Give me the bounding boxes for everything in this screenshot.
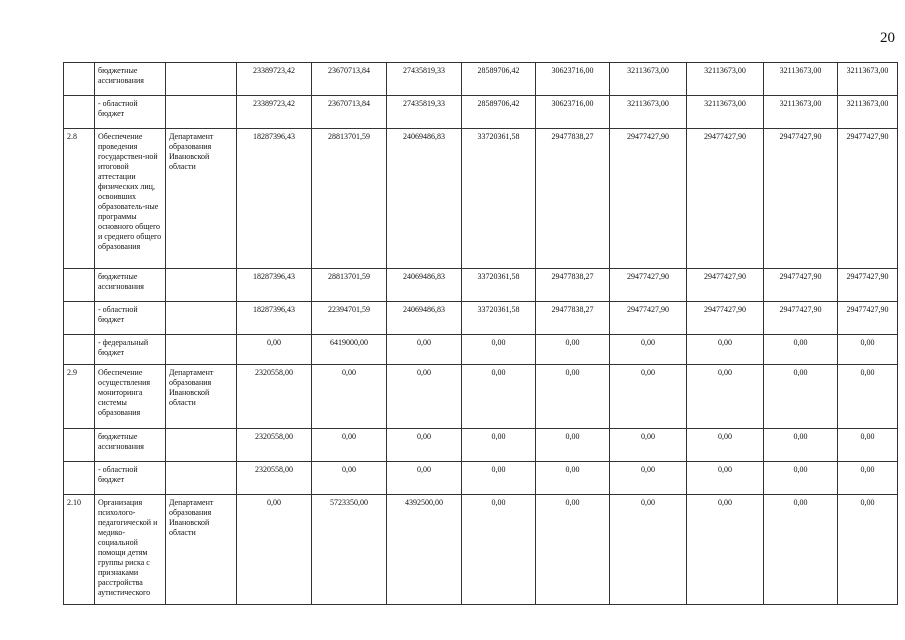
value-cell: 28813701,59 [312,129,387,269]
value-cell: 29477838,27 [536,269,610,302]
table-row [64,302,898,335]
executor-cell: Департамент образования Ивановской области [166,495,237,605]
value-cell: 18287396,43 [237,269,312,302]
value-cell: 0,00 [838,462,898,495]
executor-cell: Департамент образования Ивановской области [166,129,237,269]
value-cell: 0,00 [237,335,312,365]
value-cell: 0,00 [462,335,536,365]
executor-cell: Департамент образования Ивановской области [166,365,237,429]
value-cell: 0,00 [312,429,387,462]
executor-cell [166,96,237,129]
table-body [64,63,898,605]
table-row [64,495,898,605]
value-cell: 32113673,00 [687,96,764,129]
value-cell: 24069486,83 [387,129,462,269]
value-cell: 28813701,59 [312,269,387,302]
value-cell: 23670713,84 [312,63,387,96]
table-row [64,269,898,302]
value-cell: 0,00 [764,335,838,365]
table-row [64,462,898,495]
value-cell: 29477427,90 [687,302,764,335]
value-cell: 33720361,58 [462,129,536,269]
name-cell: бюджетные ассигнования [95,429,166,462]
value-cell: 0,00 [687,335,764,365]
value-cell: 29477427,90 [764,302,838,335]
value-cell: 0,00 [687,495,764,605]
value-cell: 24069486,83 [387,302,462,335]
value-cell: 2320558,00 [237,429,312,462]
row-number-cell [64,63,95,96]
value-cell: 29477427,90 [687,129,764,269]
value-cell: 29477427,90 [838,302,898,335]
value-cell: 0,00 [536,335,610,365]
value-cell: 0,00 [462,365,536,429]
value-cell: 29477838,27 [536,302,610,335]
value-cell: 30623716,00 [536,63,610,96]
value-cell: 0,00 [387,429,462,462]
name-cell: Организация психолого-педагогической и медико-социальной помощи детям группы риска с признаками расстройства аутистического [95,495,166,605]
value-cell: 5723350,00 [312,495,387,605]
value-cell: 0,00 [764,365,838,429]
row-number-cell [64,269,95,302]
value-cell: 18287396,43 [237,302,312,335]
value-cell: 32113673,00 [610,96,687,129]
value-cell: 30623716,00 [536,96,610,129]
name-cell: - областной бюджет [95,302,166,335]
value-cell: 0,00 [536,365,610,429]
executor-cell [166,429,237,462]
value-cell: 0,00 [387,462,462,495]
value-cell: 24069486,83 [387,269,462,302]
table-row [64,365,898,429]
value-cell: 29477427,90 [610,129,687,269]
value-cell: 0,00 [312,365,387,429]
value-cell: 0,00 [387,335,462,365]
row-number-cell [64,429,95,462]
value-cell: 0,00 [536,429,610,462]
value-cell: 32113673,00 [687,63,764,96]
value-cell: 0,00 [687,365,764,429]
value-cell: 0,00 [838,335,898,365]
row-number-cell [64,462,95,495]
value-cell: 0,00 [610,462,687,495]
executor-cell [166,63,237,96]
value-cell: 0,00 [462,462,536,495]
value-cell: 6419000,00 [312,335,387,365]
value-cell: 23670713,84 [312,96,387,129]
executor-cell [166,269,237,302]
value-cell: 29477427,90 [610,302,687,335]
value-cell: 29477427,90 [764,129,838,269]
name-cell: Обеспечение осуществления мониторинга системы образования [95,365,166,429]
executor-cell [166,335,237,365]
value-cell: 0,00 [838,365,898,429]
table-row [64,96,898,129]
name-cell: - областной бюджет [95,96,166,129]
value-cell: 0,00 [462,495,536,605]
value-cell: 0,00 [610,335,687,365]
value-cell: 29477427,90 [764,269,838,302]
value-cell: 0,00 [610,429,687,462]
row-number-cell: 2.8 [64,129,95,269]
value-cell: 33720361,58 [462,269,536,302]
value-cell: 22394701,59 [312,302,387,335]
value-cell: 29477427,90 [687,269,764,302]
value-cell: 2320558,00 [237,365,312,429]
value-cell: 0,00 [610,495,687,605]
value-cell: 28589706,42 [462,96,536,129]
value-cell: 0,00 [838,495,898,605]
value-cell: 32113673,00 [838,63,898,96]
executor-cell [166,302,237,335]
value-cell: 0,00 [387,365,462,429]
table-row [64,335,898,365]
value-cell: 0,00 [764,495,838,605]
budget-table [63,62,898,605]
value-cell: 32113673,00 [838,96,898,129]
value-cell: 0,00 [764,462,838,495]
value-cell: 29477427,90 [838,129,898,269]
table-row [64,63,898,96]
value-cell: 32113673,00 [764,96,838,129]
name-cell: - областной бюджет [95,462,166,495]
value-cell: 27435819,33 [387,96,462,129]
executor-cell [166,462,237,495]
value-cell: 0,00 [764,429,838,462]
value-cell: 33720361,58 [462,302,536,335]
value-cell: 0,00 [687,429,764,462]
value-cell: 29477427,90 [838,269,898,302]
value-cell: 32113673,00 [764,63,838,96]
value-cell: 2320558,00 [237,462,312,495]
value-cell: 0,00 [687,462,764,495]
row-number-cell: 2.9 [64,365,95,429]
table-row [64,129,898,269]
page-number: 20 [880,30,895,46]
row-number-cell [64,302,95,335]
name-cell: - федеральный бюджет [95,335,166,365]
value-cell: 29477427,90 [610,269,687,302]
name-cell: Обеспечение проведения государствен-ной итоговой аттестации физических лиц, освоивших образователь-ные программы основного общего и среднего общего образования [95,129,166,269]
name-cell: бюджетные ассигнования [95,269,166,302]
value-cell: 0,00 [536,462,610,495]
name-cell: бюджетные ассигнования [95,63,166,96]
value-cell: 28589706,42 [462,63,536,96]
value-cell: 18287396,43 [237,129,312,269]
value-cell: 32113673,00 [610,63,687,96]
table-row [64,429,898,462]
value-cell: 0,00 [610,365,687,429]
value-cell: 0,00 [312,462,387,495]
row-number-cell: 2.10 [64,495,95,605]
row-number-cell [64,96,95,129]
value-cell: 23389723,42 [237,63,312,96]
value-cell: 0,00 [237,495,312,605]
value-cell: 29477838,27 [536,129,610,269]
value-cell: 23389723,42 [237,96,312,129]
value-cell: 0,00 [838,429,898,462]
value-cell: 0,00 [536,495,610,605]
value-cell: 4392500,00 [387,495,462,605]
row-number-cell [64,335,95,365]
value-cell: 27435819,33 [387,63,462,96]
value-cell: 0,00 [462,429,536,462]
